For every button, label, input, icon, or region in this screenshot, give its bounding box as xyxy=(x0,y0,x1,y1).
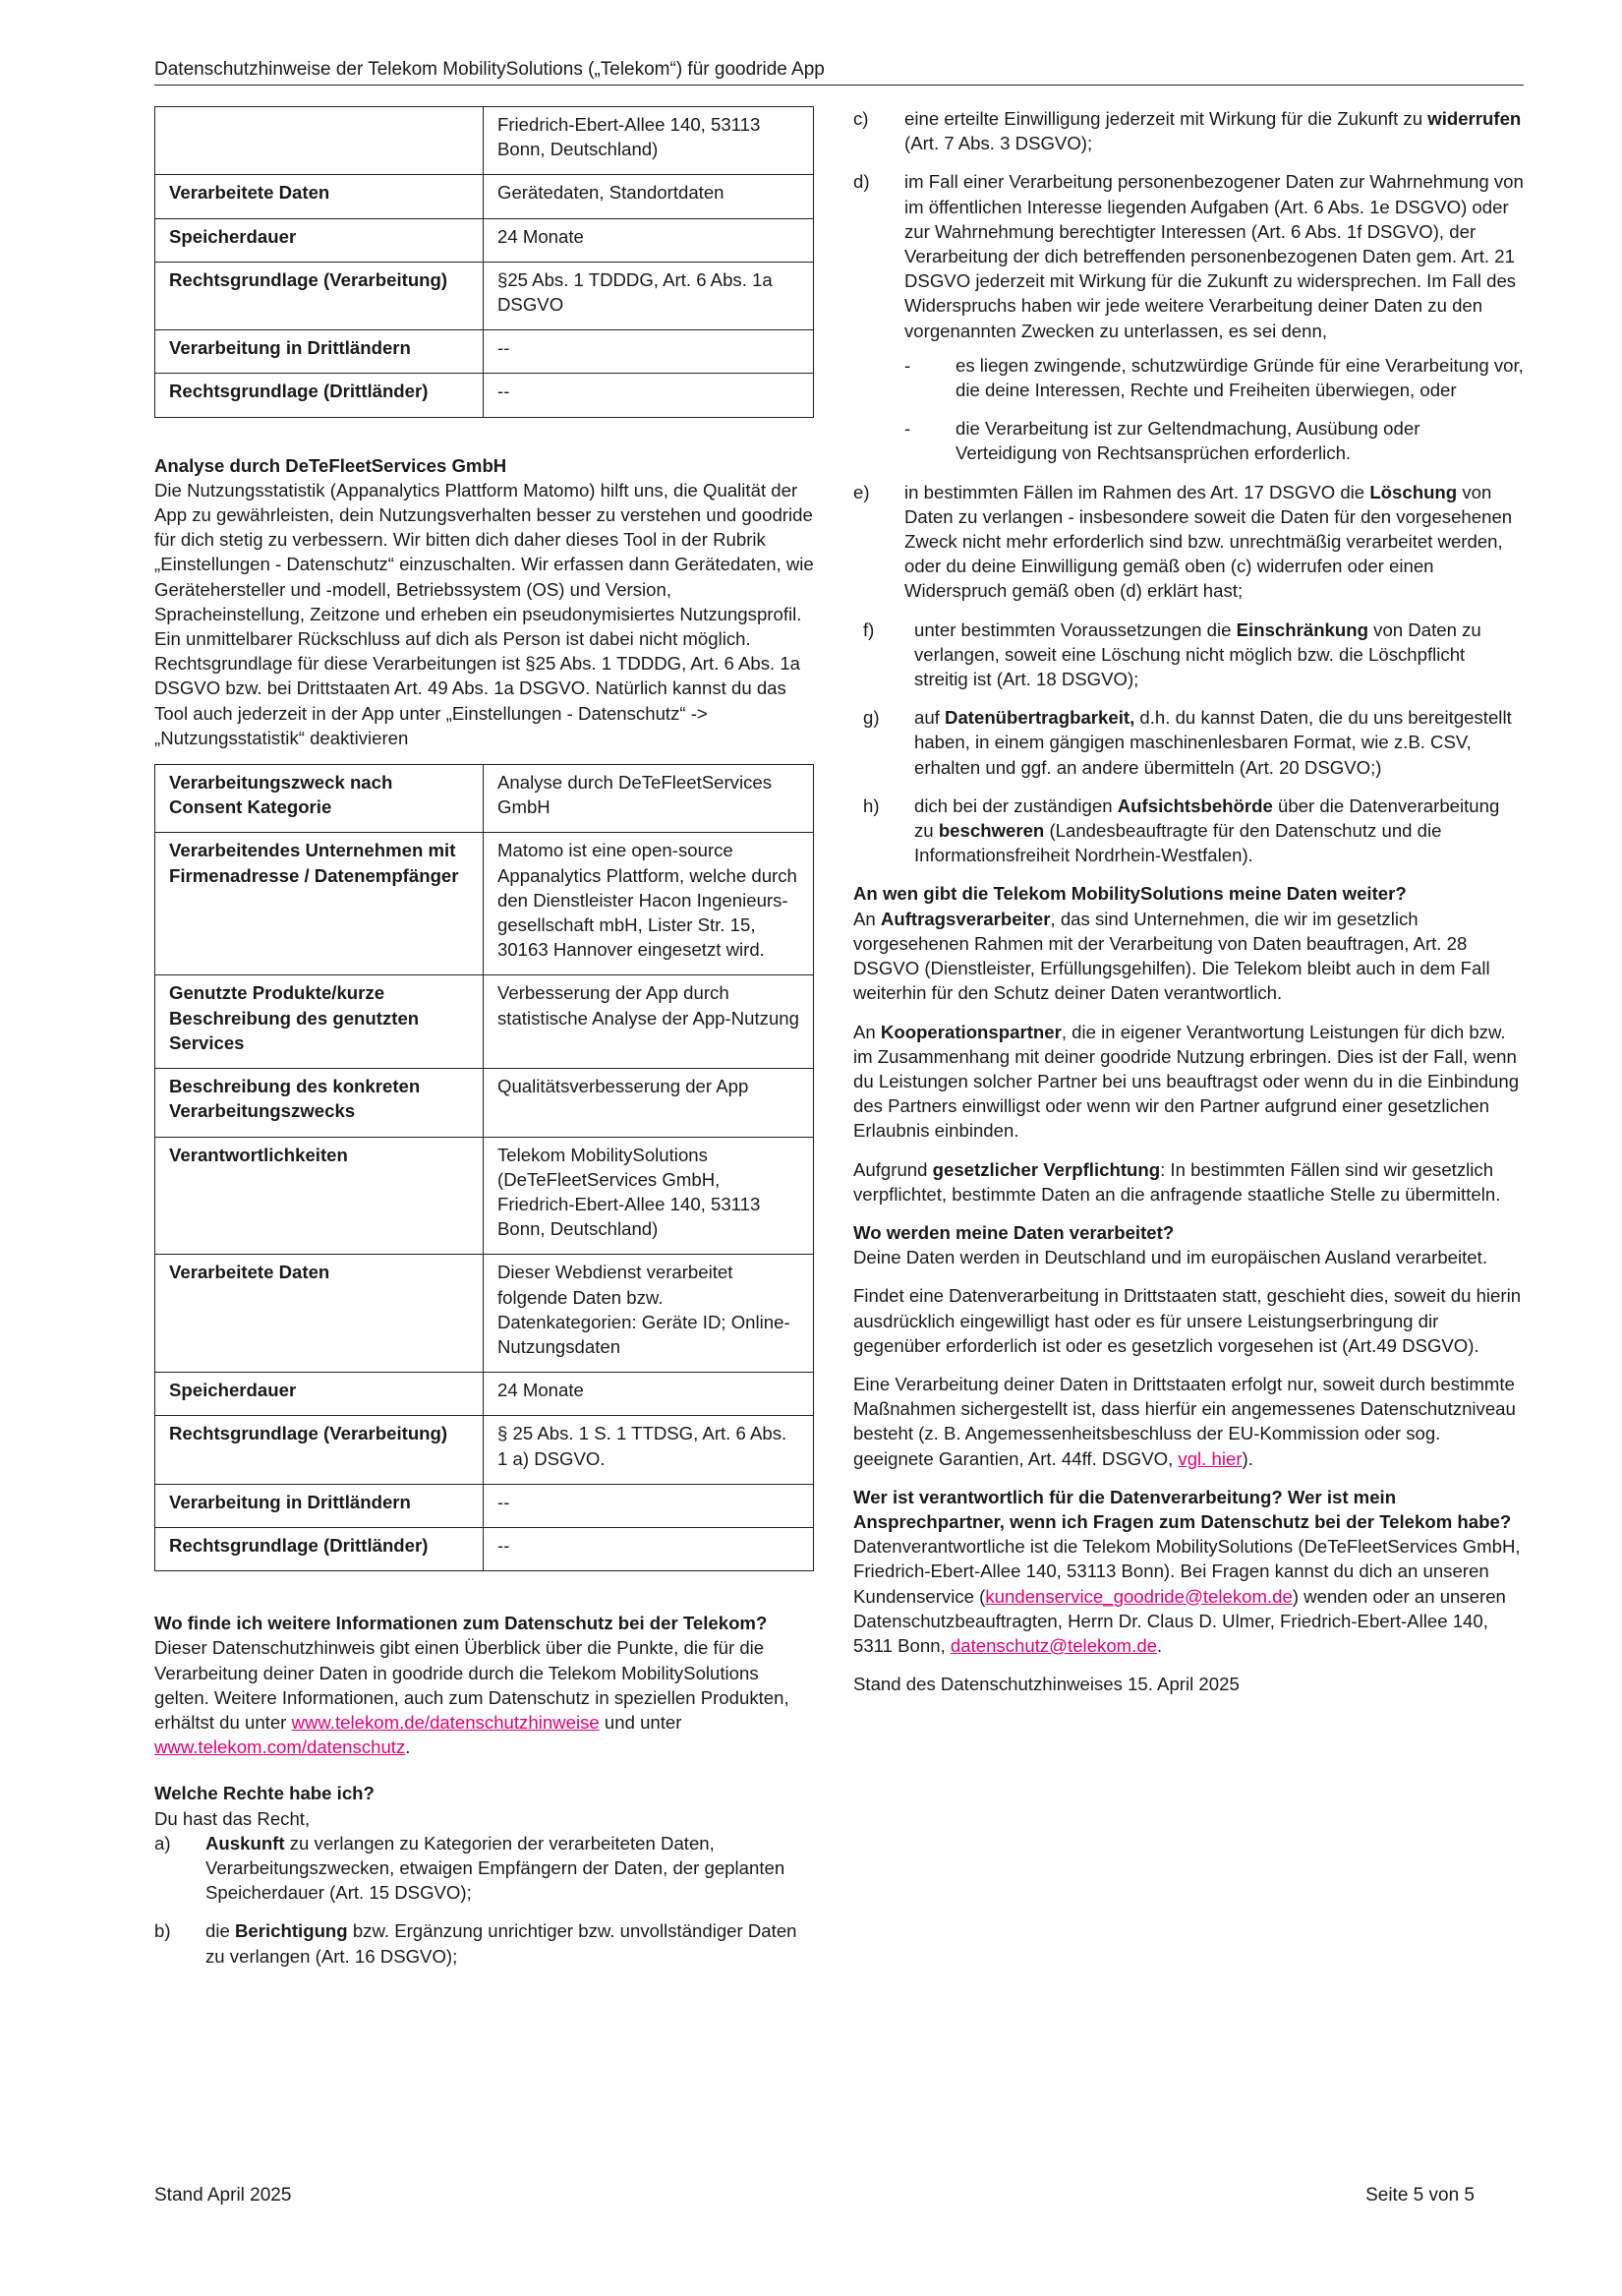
table-value: Dieser Webdienst verarbeitet folgende Daten bzw. Datenkategorien: Geräte ID; Online-Nutzungsdaten xyxy=(484,1255,814,1373)
analysis-heading: Analyse durch DeTeFleetServices GmbH xyxy=(154,454,507,476)
table-row xyxy=(155,833,814,975)
list-bold: Auskunft xyxy=(205,1832,285,1854)
table-key: Verantwortlichkeiten xyxy=(155,1137,484,1255)
table-key: Verarbeitung in Drittländern xyxy=(155,330,484,374)
footer-stand: Stand April 2025 xyxy=(154,2185,292,2206)
text-part: . xyxy=(1157,1634,1163,1656)
link-telekom-datenschutz[interactable]: www.telekom.com/datenschutz xyxy=(154,1737,406,1758)
table-key xyxy=(155,107,484,175)
table-row xyxy=(155,1416,814,1484)
table-geraetedaten xyxy=(154,106,814,418)
table-value: Friedrich-Ebert-Allee 140, 53113 Bonn, Deutschland) xyxy=(484,107,814,175)
table-value: Telekom MobilitySolutions (DeTeFleetServices GmbH, Friedrich-Ebert-Allee 140, 53113 Bonn, Deutschland) xyxy=(484,1137,814,1255)
list-text xyxy=(904,480,1524,604)
text-part: : In bestimmten Fällen sind wir gesetzlich verpflichtet, bestimmte Daten an die anfragende staatliche Stelle zu übermitteln. xyxy=(853,1158,1501,1205)
table-value: 24 Monate xyxy=(484,1373,814,1416)
table-key: Verarbeitendes Unternehmen mit Firmenadresse / Datenempfänger xyxy=(155,833,484,975)
list-bold: Aufsichtsbehörde xyxy=(1117,795,1273,816)
table-row xyxy=(155,1255,814,1373)
list-bold: Berichtigung xyxy=(234,1920,348,1942)
table-row xyxy=(155,330,814,374)
list-item xyxy=(853,169,1524,465)
list-item xyxy=(853,480,1524,604)
table-key: Speicherdauer xyxy=(155,1373,484,1416)
table-row xyxy=(155,975,814,1069)
responsible-text xyxy=(853,1534,1524,1658)
table-row xyxy=(155,1137,814,1255)
list-marker: e) xyxy=(853,481,870,502)
more-info-heading: Wo finde ich weitere Informationen zum Datenschutz bei der Telekom? xyxy=(154,1613,768,1634)
text-part: ). xyxy=(1242,1447,1253,1469)
table-key: Beschreibung des konkreten Verarbeitungszwecks xyxy=(155,1069,484,1137)
list-item xyxy=(154,1831,814,1906)
table-value: 24 Monate xyxy=(484,218,814,262)
sub-list-text: es liegen zwingende, schutzwürdige Gründe für eine Verarbeitung vor, die deine Interessen, Rechte und Freiheiten überwiegen, oder xyxy=(956,354,1524,401)
table-row xyxy=(155,1373,814,1416)
list-text xyxy=(904,705,1524,780)
text-part: An xyxy=(853,1021,881,1042)
header-title: Datenschutzhinweise der Telekom MobilitySolutions („Telekom“) für goodride App xyxy=(154,59,825,80)
table-matomo xyxy=(154,764,814,1571)
text-part: Eine Verarbeitung deiner Daten in Drittstaaten erfolgt nur, soweit durch bestimmte Maßnahmen sichergestellt ist, dass hierfür ein angemessenes Datenschutzniveau besteht (z. B. Angemessenheitsbeschluss der EU-Kommission oder sog. geeignete Garantien, Art. 44ff. DSGVO, xyxy=(853,1373,1516,1469)
list-text xyxy=(904,794,1524,868)
sub-list-text: die Verarbeitung ist zur Geltendmachung, Ausübung oder Verteidigung von Rechtsansprüchen erforderlich. xyxy=(956,418,1420,464)
table-value: § 25 Abs. 1 S. 1 TTDSG, Art. 6 Abs. 1 a) DSGVO. xyxy=(484,1416,814,1484)
table-row xyxy=(155,218,814,262)
more-info-text-part: und unter xyxy=(599,1711,682,1733)
stand-date: Stand des Datenschutzhinweises 15. April 2025 xyxy=(853,1674,1240,1695)
list-text-part: in bestimmten Fällen im Rahmen des Art. 17 DSGVO die xyxy=(904,481,1370,502)
link-kundenservice-email[interactable]: kundenservice_goodride@telekom.de xyxy=(985,1585,1293,1607)
list-bold: widerrufen xyxy=(1427,108,1522,129)
list-text xyxy=(205,1831,814,1906)
list-item xyxy=(853,794,1524,868)
list-marker: f) xyxy=(863,618,875,640)
table-key: Rechtsgrundlage (Verarbeitung) xyxy=(155,262,484,329)
left-column xyxy=(154,106,814,1969)
table-key: Verarbeitung in Drittländern xyxy=(155,1484,484,1527)
list-marker: h) xyxy=(863,795,880,816)
list-text-part: dich bei der zuständigen xyxy=(914,795,1118,816)
table-row xyxy=(155,107,814,175)
sharing-p1 xyxy=(853,907,1524,1006)
list-item xyxy=(853,106,1524,155)
list-bold: Löschung xyxy=(1369,481,1458,502)
list-marker: d) xyxy=(853,171,870,193)
list-text-part: eine erteilte Einwilligung jederzeit mit Wirkung für die Zukunft zu xyxy=(904,108,1428,129)
sub-list-item xyxy=(904,353,1524,402)
list-marker: c) xyxy=(853,108,869,129)
bold-term: gesetzlicher Verpflichtung xyxy=(932,1158,1161,1180)
list-text-part: auf xyxy=(914,707,946,729)
list-marker: b) xyxy=(154,1920,171,1942)
text-part: , das sind Unternehmen, die wir im gesetzlich vorgesehenen Rahmen mit der Verarbeitung von Daten beauftragen, Art. 28 DSGVO (Dienstleister, Erfüllungsgehilfen). Die Telekom bleibt auch in dem Fall weiterhin für den Schutz deiner Daten verantwortlich. xyxy=(853,908,1490,1004)
list-text-part: über die Datenverarbeitung zu xyxy=(914,795,1500,842)
table-row xyxy=(155,1069,814,1137)
table-row xyxy=(155,175,814,218)
bold-term: Auftragsverarbeiter xyxy=(880,908,1051,929)
footer-page-number: Seite 5 von 5 xyxy=(1365,2185,1475,2206)
sharing-p2 xyxy=(853,1020,1524,1144)
rights-intro: Du hast das Recht, xyxy=(154,1807,311,1829)
sharing-p3 xyxy=(853,1157,1524,1207)
list-text-part: von Daten zu verlangen - insbesondere soweit die Daten für den vorgesehenen Zweck nicht mehr erforderlich sind bzw. unrechtmäßig verarbeitet werden, oder du deine Einwilligung gemäß oben (c) widerrufen oder einen Widerspruch gemäß oben (d) erklärt hast; xyxy=(904,481,1513,602)
bold-term: Kooperationspartner xyxy=(880,1021,1062,1042)
list-marker: a) xyxy=(154,1832,171,1854)
list-bold: Einschränkung xyxy=(1236,618,1368,640)
sub-list-marker: - xyxy=(904,418,911,440)
table-value: -- xyxy=(484,330,814,374)
sub-list-item xyxy=(904,416,1524,465)
table-key: Verarbeitete Daten xyxy=(155,175,484,218)
table-row xyxy=(155,1484,814,1527)
table-key: Genutzte Produkte/kurze Beschreibung des genutzten Services xyxy=(155,975,484,1069)
table-key: Verarbeitete Daten xyxy=(155,1255,484,1373)
table-value: -- xyxy=(484,1527,814,1570)
list-text-part: im Fall einer Verarbeitung personenbezogener Daten zur Wahrnehmung von im öffentlichen Interesse liegenden Aufgaben (Art. 6 Abs. 1e DSGVO) oder zur Wahrnehmung berechtigter Interessen (Art. 6 Abs. 1f DSGVO), der Verarbeitung der dich betreffenden personenbezogenen Daten gem. Art. 21 DSGVO jederzeit mit Wirkung für die Zukunft zu widersprechen. Im Fall des Widerspruchs haben wir jede weitere Verarbeitung deiner Daten zu den vorgenannten Zwecken zu unterlassen, es sei denn, xyxy=(904,171,1524,341)
table-value: Qualitätsverbesserung der App xyxy=(484,1069,814,1137)
list-text-part: die xyxy=(205,1920,235,1942)
table-row xyxy=(155,1527,814,1570)
list-item xyxy=(853,705,1524,780)
list-text xyxy=(904,169,1524,465)
list-text-part: (Landesbeauftragte für den Datenschutz und die Informationsfreiheit Nordrhein-Westfalen). xyxy=(914,820,1442,866)
table-key: Rechtsgrundlage (Drittländer) xyxy=(155,374,484,417)
list-text-part: zu verlangen zu Kategorien der verarbeiteten Daten, Verarbeitungszwecken, etwaigen Empfängern der Daten, der geplanten Speicherdauer (Art. 15 DSGVO); xyxy=(205,1832,785,1904)
text-part: , die in eigener Verantwortung Leistungen für dich bzw. im Zusammenhang mit deiner goodride Nutzung erbringen. Dies ist der Fall, wenn du Leistungen solcher Partner bei uns beauftragst oder wenn du in die Einbindung des Partners einwilligst oder wenn wir den Partner aufgrund einer gesetzlichen Erlaubnis einbinden. xyxy=(853,1021,1520,1142)
list-marker: g) xyxy=(863,707,880,729)
table-value: Matomo ist eine open-source Appanalytics Plattform, welche durch den Dienstleister Hacon Ingenieurs-gesellschaft mbH, Lister Str. 15, 30163 Hannover eingesetzt wird. xyxy=(484,833,814,975)
more-info-text-part: Dieser Datenschutzhinweis gibt einen Überblick über die Punkte, die für die Verarbeitung deiner Daten in goodride durch die Telekom MobilitySolutions gelten. Weitere Informationen, auch zum Datenschutz in speziellen Produkten, erhältst du unter xyxy=(154,1637,789,1733)
table-key: Speicherdauer xyxy=(155,218,484,262)
list-bold: Datenübertragbarkeit, xyxy=(945,707,1135,729)
text-part: Aufgrund xyxy=(853,1158,933,1180)
table-value: §25 Abs. 1 TDDDG, Art. 6 Abs. 1a DSGVO xyxy=(484,262,814,329)
link-vgl-hier[interactable]: vgl. hier xyxy=(1178,1447,1243,1469)
rights-heading: Welche Rechte habe ich? xyxy=(154,1783,375,1804)
list-text-part: von Daten zu verlangen, soweit eine Löschung nicht möglich bzw. die Löschpflicht streitig ist (Art. 18 DSGVO); xyxy=(914,618,1481,690)
text-part: Datenverantwortliche ist die Telekom MobilitySolutions (DeTeFleetServices GmbH, Friedrich-Ebert-Allee 140, 53113 Bonn). Bei Fragen kannst du dich an unseren Kundenservice ( xyxy=(853,1536,1521,1607)
text-part: An xyxy=(853,908,881,929)
more-info-text xyxy=(154,1635,814,1759)
table-value: -- xyxy=(484,1484,814,1527)
location-p2: Findet eine Datenverarbeitung in Drittstaaten statt, geschieht dies, soweit du hierin ausdrücklich eingewilligt hast oder es für unsere Leistungserbringung dir gegenüber erforderlich ist oder es gesetzlich vorgesehen ist (Art.49 DSGVO). xyxy=(853,1285,1522,1356)
analysis-text: Die Nutzungsstatistik (Appanalytics Plattform Matomo) hilft uns, die Qualität der App zu gewährleisten, dein Nutzungsverhalten besser zu verstehen und goodride für dich stetig zu verbessern. Wir bitten dich daher dieses Tool in der Rubrik „Einstellungen - Datenschutz“ einzuschalten. Wir erfassen dann Gerätedaten, wie Gerätehersteller und -modell, Betriebssystem (OS) und Version, Spracheinstellung, Zeitzone und erheben ein pseudonymisiertes Nutzungsprofil. Ein unmittelbarer Rückschluss auf dich als Person ist dabei nicht möglich. Rechtsgrundlage für diese Verarbeitungen ist §25 Abs. 1 TDDDG, Art. 6 Abs. 1a DSGVO bzw. bei Drittstaaten Art. 49 Abs. 1a DSGVO. Natürlich kannst du das Tool auch jederzeit in der App unter „Einstellungen - Datenschutz“ -> „Nutzungsstatistik“ deaktivieren xyxy=(154,479,814,748)
list-bold: beschweren xyxy=(938,820,1045,842)
text-part: ) wenden oder an unseren Datenschutzbeauftragten, Herrn Dr. Claus D. Ulmer, Friedrich-Ebert-Allee 140, 5311 Bonn, xyxy=(853,1585,1506,1656)
location-p1: Deine Daten werden in Deutschland und im europäischen Ausland verarbeitet. xyxy=(853,1247,1487,1268)
table-value: Gerätedaten, Standortdaten xyxy=(484,175,814,218)
list-text xyxy=(904,106,1524,155)
list-text xyxy=(205,1918,814,1968)
table-value: Verbesserung der App durch statistische Analyse der App-Nutzung xyxy=(484,975,814,1069)
more-info-text-part: . xyxy=(405,1737,411,1758)
link-datenschutz-email[interactable]: datenschutz@telekom.de xyxy=(950,1634,1158,1656)
list-item xyxy=(154,1918,814,1968)
responsible-heading: Wer ist verantwortlich für die Datenverarbeitung? Wer ist mein Ansprechpartner, wenn ich Fragen zum Datenschutz bei der Telekom habe? xyxy=(853,1486,1512,1532)
list-item xyxy=(853,618,1524,692)
table-row xyxy=(155,765,814,833)
sub-list-marker: - xyxy=(904,354,911,376)
page-header xyxy=(154,57,1524,86)
right-column xyxy=(853,106,1524,1696)
list-text-part: d.h. du kannst Daten, die du uns bereitgestellt haben, in einem gängigen maschinenlesbaren Format, wie z.B. CSV, erhalten und ggf. an andere übermitteln (Art. 20 DSGVO;) xyxy=(914,707,1512,778)
table-value: -- xyxy=(484,374,814,417)
list-text xyxy=(904,618,1524,692)
list-text-part: bzw. Ergänzung unrichtiger bzw. unvollständiger Daten zu verlangen (Art. 16 DSGVO); xyxy=(205,1920,797,1967)
table-row xyxy=(155,374,814,417)
table-key: Verarbeitungszweck nach Consent Kategorie xyxy=(155,765,484,833)
sharing-heading: An wen gibt die Telekom MobilitySolutions meine Daten weiter? xyxy=(853,883,1407,905)
table-value: Analyse durch DeTeFleetServices GmbH xyxy=(484,765,814,833)
table-key: Rechtsgrundlage (Verarbeitung) xyxy=(155,1416,484,1484)
location-heading: Wo werden meine Daten verarbeitet? xyxy=(853,1221,1175,1243)
table-key: Rechtsgrundlage (Drittländer) xyxy=(155,1527,484,1570)
location-p3 xyxy=(853,1372,1524,1471)
link-datenschutzhinweise[interactable]: www.telekom.de/datenschutzhinweise xyxy=(291,1711,600,1733)
list-text-part: (Art. 7 Abs. 3 DSGVO); xyxy=(904,133,1093,154)
list-text-part: unter bestimmten Voraussetzungen die xyxy=(914,618,1237,640)
table-row xyxy=(155,262,814,329)
